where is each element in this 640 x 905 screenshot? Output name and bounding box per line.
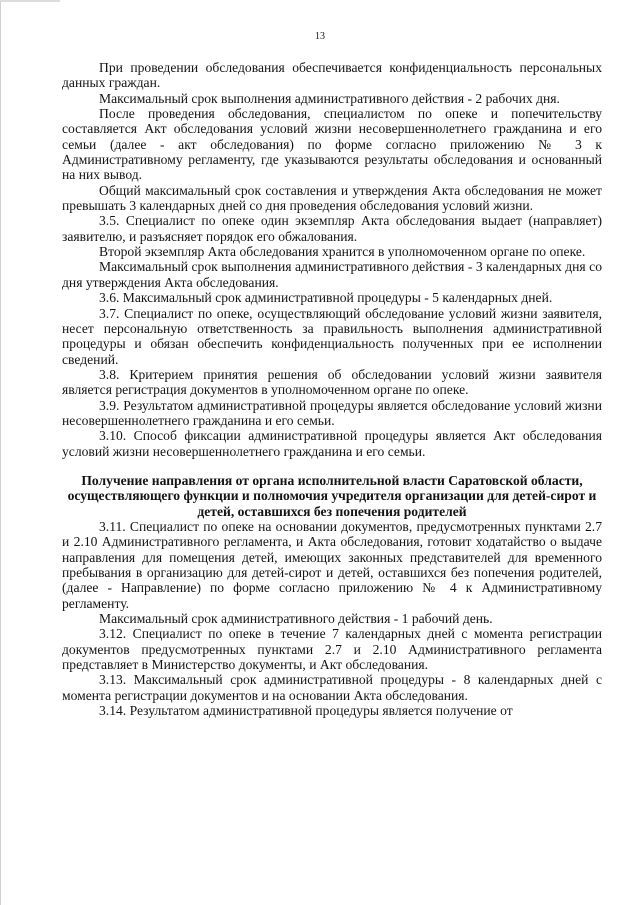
page-number: 13 — [315, 31, 325, 42]
paragraph: 3.11. Специалист по опеке на основании документов, предусмотренных пунктами 2.7 и 2.10 Административного регламента, и Акта обследования, готовит ходатайство о выдаче направления для помещения детей, имеющих законных представителей для временного пребывания в организацию для детей-сирот и детей, оставшихся без попечения родителей, (далее - Направление) по форме согласно приложению № 4 к Административному регламенту. — [62, 518, 602, 611]
paragraph: 3.9. Результатом административной процедуры является обследование условий жизни несовершеннолетнего гражданина и его семьи. — [62, 397, 602, 428]
paragraph: Общий максимальный срок составления и утверждения Акта обследования не может превышать 3 календарных дней со дня проведения обследования условий жизни. — [62, 182, 602, 214]
section-heading: Получение направления от органа исполнительной власти Саратовской области, осуществляющего функции и полномочия учредителя организации для детей-сирот и детей, оставшихся без попечения родителей — [67, 472, 597, 519]
paragraph: 3.7. Специалист по опеке, осуществляющий обследование условий жизни заявителя, несет персональную ответственность за правильность выполнения административной процедуры и обязан обеспечить конфиденциальность полученных при ее исполнении сведений. — [62, 305, 602, 367]
paragraph: При проведении обследования обеспечивается конфиденциальность персональных данных граждан. — [62, 60, 602, 91]
paragraph: Максимальный срок выполнения административного действия - 3 календарных дня со дня утверждения Акта обследования. — [62, 259, 602, 290]
paragraph: После проведения обследования, специалистом по опеке и попечительству составляется Акт обследования условий жизни несовершеннолетнего гражданина и его семьи (далее - акт обследования) по форме согласно приложению № 3 к Административному регламенту, где указываются результаты обследования и основанный на них вывод. — [62, 106, 602, 183]
scan-edge — [0, 0, 1, 905]
paragraph: 3.8. Критерием принятия решения об обследовании условий жизни заявителя является регистрация документов в уполномоченном органе по опеке. — [62, 366, 602, 398]
document-body — [62, 60, 602, 718]
paragraph: Максимальный срок выполнения административного действия - 2 рабочих дня. — [99, 90, 560, 106]
paragraph: 3.13. Максимальный срок административной процедуры - 8 календарных дней с момента регистрации документов и на основании Акта обследования. — [62, 672, 602, 703]
scan-edge-top — [0, 0, 60, 2]
paragraph: Второй экземпляр Акта обследования хранится в уполномоченном органе по опеке. — [99, 244, 586, 260]
paragraph: Максимальный срок административного действия - 1 рабочий день. — [99, 611, 493, 627]
paragraph: 3.12. Специалист по опеке в течение 7 календарных дней с момента регистрации документов предусмотренных пунктами 2.7 и 2.10 Административного регламента представляет в Министерство документы, и Акт обследования. — [62, 626, 602, 673]
paragraph: 3.6. Максимальный срок административной процедуры - 5 календарных дней. — [99, 290, 553, 306]
paragraph: 3.5. Специалист по опеке один экземпляр Акта обследования выдает (направляет) заявителю, и разъясняет порядок его обжалования. — [62, 213, 602, 244]
paragraph: 3.14. Результатом административной процедуры является получение от — [99, 703, 513, 719]
paragraph: 3.10. Способ фиксации административной процедуры является Акт обследования условий жизни несовершеннолетнего гражданина и его семьи. — [62, 428, 602, 459]
